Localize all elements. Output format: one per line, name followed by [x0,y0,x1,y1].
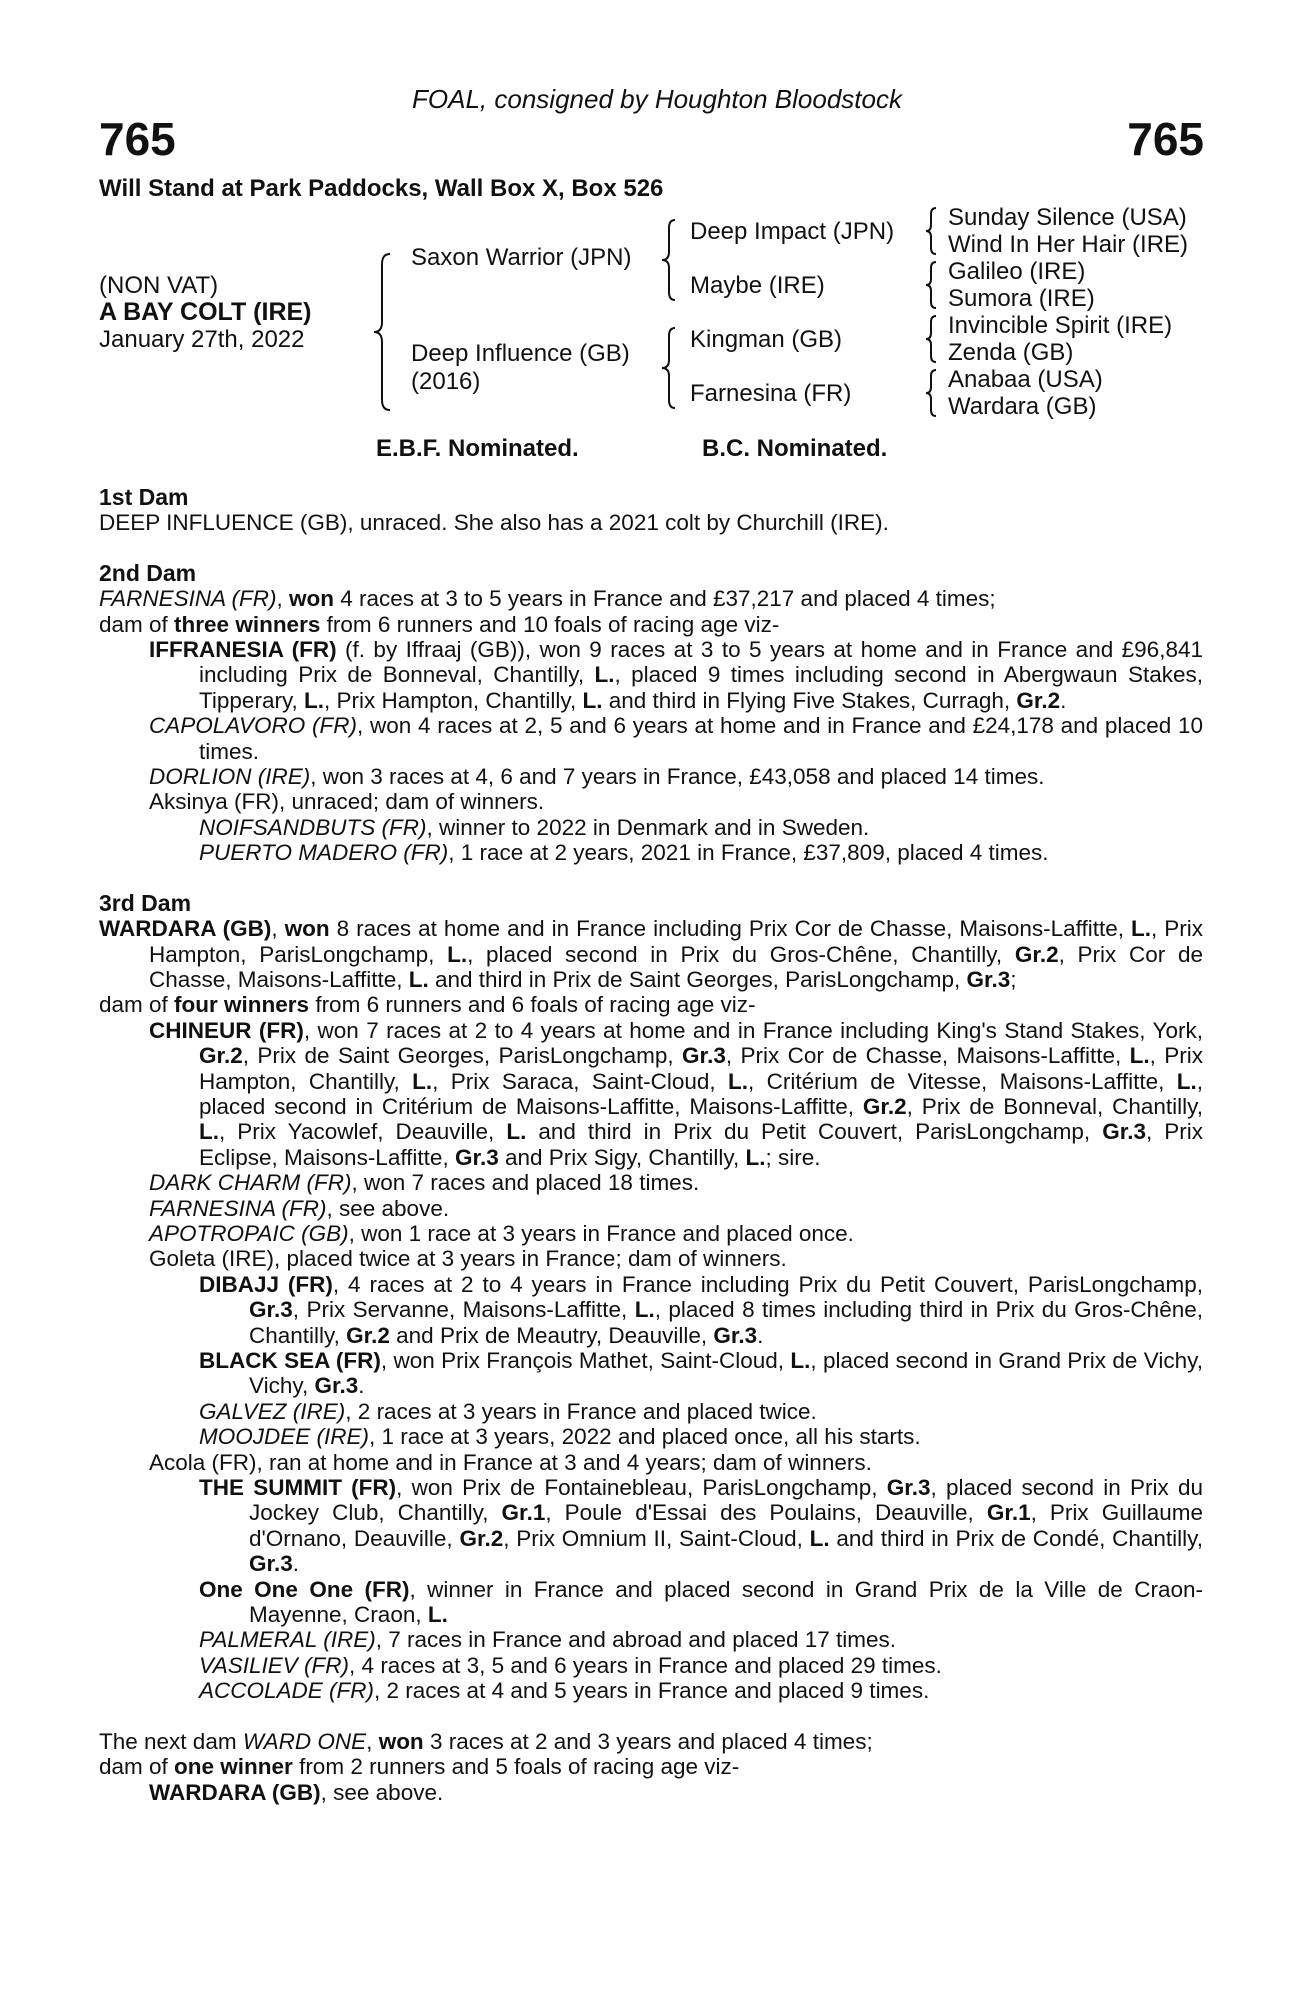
first-dam-text: DEEP INFLUENCE (GB), unraced. She also has a 2021 colt by Churchill (IRE). [99,510,889,536]
pedigree-brace-sd [924,260,940,310]
catalogue-body [99,485,1203,1805]
pedigree-ss: Deep Impact (JPN) [690,218,895,245]
pedigree-dsd: Zenda (GB) [948,339,1074,366]
pedigree-brace-dd [924,368,940,418]
lot-name: A BAY COLT (IRE) [99,298,312,326]
produce-entry: DARK CHARM (FR), won 7 races and placed 18 times. [149,1170,700,1196]
pedigree-ssd: Wind In Her Hair (IRE) [948,231,1189,258]
produce-entry: DORLION (IRE), won 3 races at 4, 6 and 7 years in France, £43,058 and placed 14 times. [149,764,1045,790]
produce-entry: PALMERAL (IRE), 7 races in France and abroad and placed 17 times. [199,1627,897,1653]
pedigree-dd: Farnesina (FR) [690,380,852,407]
pedigree-sire: Saxon Warrior (JPN) [411,244,632,271]
ebf-nomination: E.B.F. Nominated. [376,435,579,462]
next-dam-text: The next dam WARD ONE, won 3 races at 2 and 3 years and placed 4 times; [99,1728,873,1754]
pedigree-dam: Deep Influence (GB) [411,340,630,367]
next-dam-produce-summary: dam of one winner from 2 runners and 5 foals of racing age viz- [99,1754,740,1780]
foaling-date: January 27th, 2022 [99,326,305,353]
lot-number-right: 765 [1127,113,1204,165]
produce-entry: DIBAJJ (FR), 4 races at 2 to 4 years in France including Prix du Petit Couvert, ParisLongchamp, Gr.3, Prix Servanne, Maisons-Laffitte, L., placed 8 times including third in Prix du Gros-Chêne, Chantilly, Gr.2 and Prix de Meautry, Deauville, Gr.3. [199,1271,1203,1348]
stand-location: Will Stand at Park Paddocks, Wall Box X, Box 526 [99,175,664,202]
pedigree-dds: Anabaa (USA) [948,366,1103,393]
pedigree-sd: Maybe (IRE) [690,272,825,299]
produce-entry: ACCOLADE (FR), 2 races at 4 and 5 years in France and placed 9 times. [199,1678,930,1704]
produce-entry: GALVEZ (IRE), 2 races at 3 years in France and placed twice. [199,1398,817,1424]
third-dam-produce-summary: dam of four winners from 6 runners and 6 foals of racing age viz- [99,992,756,1018]
pedigree-ddd: Wardara (GB) [948,393,1097,420]
produce-entry: BLACK SEA (FR), won Prix François Mathet, Saint-Cloud, L., placed second in Grand Prix de Vichy, Vichy, Gr.3. [199,1348,1203,1399]
produce-entry: APOTROPAIC (GB), won 1 race at 3 years in France and placed once. [149,1220,854,1246]
pedigree-brace-dam [660,326,680,410]
produce-entry: CAPOLAVORO (FR), won 4 races at 2, 5 and 6 years at home and in France and £24,178 and placed 10 times. [149,713,1203,764]
produce-entry: PUERTO MADERO (FR), 1 race at 2 years, 2021 in France, £37,809, placed 4 times. [199,840,1049,866]
second-dam-text: FARNESINA (FR), won 4 races at 3 to 5 years in France and £37,217 and placed 4 times; [99,586,996,612]
produce-entry: MOOJDEE (IRE), 1 race at 3 years, 2022 and placed once, all his starts. [199,1424,921,1450]
produce-entry: VASILIEV (FR), 4 races at 3, 5 and 6 years in France and placed 29 times. [199,1652,942,1678]
produce-entry: CHINEUR (FR), won 7 races at 2 to 4 years at home and in France including King's Stand Stakes, York, Gr.2, Prix de Saint Georges, ParisLongchamp, Gr.3, Prix Cor de Chasse, Maisons-Laffitte, L., Prix Hampton, Chantilly, L., Prix Saraca, Saint-Cloud, L., Critérium de Vitesse, Maisons-Laffitte, L., placed second in Critérium de Maisons-Laffitte, Maisons-Laffitte, Gr.2, Prix de Bonneval, Chantilly, L., Prix Yacowlef, Deauville, L. and third in Prix du Petit Couvert, ParisLongchamp, Gr.3, Prix Eclipse, Maisons-Laffitte, Gr.3 and Prix Sigy, Chantilly, L.; sire. [149,1017,1203,1170]
pedigree-ds: Kingman (GB) [690,326,843,353]
pedigree-dam-year: (2016) [411,368,481,395]
pedigree-brace-ds [924,314,940,364]
pedigree-brace-main [372,252,396,412]
second-dam-heading: 2nd Dam [99,559,197,586]
vat-status: (NON VAT) [99,272,219,299]
produce-entry: One One One (FR), winner in France and placed second in Grand Prix de la Ville de Craon-Mayenne, Craon, L. [199,1576,1203,1628]
pedigree-sdd: Sumora (IRE) [948,285,1095,312]
produce-entry: WARDARA (GB), see above. [149,1779,444,1805]
third-dam-text: WARDARA (GB), won 8 races at home and in France including Prix Cor de Chasse, Maisons-Laffitte, L., Prix Hampton, ParisLongchamp, L., placed second in Prix du Gros-Chêne, Chantilly, Gr.2, Prix Cor de Chasse, Maisons-Laffitte, L. and third in Prix de Saint Georges, ParisLongchamp, Gr.3; [99,916,1203,992]
pedigree-brace-ss [924,206,940,256]
first-dam-heading: 1st Dam [99,484,189,510]
bc-nomination: B.C. Nominated. [702,435,888,462]
produce-entry: IFFRANESIA (FR) (f. by Iffraaj (GB)), won 9 races at 3 to 5 years at home and in France and £96,841 including Prix de Bonneval, Chantilly, L., placed 9 times including second in Abergwaun Stakes, Tipperary, L., Prix Hampton, Chantilly, L. and third in Flying Five Stakes, Curragh, Gr.2. [149,637,1203,713]
second-dam-produce-summary: dam of three winners from 6 runners and 10 foals of racing age viz- [99,611,780,637]
pedigree-dss: Invincible Spirit (IRE) [948,312,1173,339]
produce-entry: NOIFSANDBUTS (FR), winner to 2022 in Denmark and in Sweden. [199,814,870,840]
produce-entry: Goleta (IRE), placed twice at 3 years in France; dam of winners. [149,1246,787,1272]
produce-entry: Acola (FR), ran at home and in France at 3 and 4 years; dam of winners. [149,1449,872,1475]
produce-entry: FARNESINA (FR), see above. [149,1195,450,1221]
produce-entry: THE SUMMIT (FR), won Prix de Fontainebleau, ParisLongchamp, Gr.3, placed second in Prix du Jockey Club, Chantilly, Gr.1, Poule d'Essai des Poulains, Deauville, Gr.1, Prix Guillaume d'Ornano, Deauville, Gr.2, Prix Omnium II, Saint-Cloud, L. and third in Prix de Condé, Chantilly, Gr.3. [199,1475,1203,1577]
pedigree-sss: Sunday Silence (USA) [948,204,1187,231]
third-dam-heading: 3rd Dam [99,889,192,916]
pedigree-sds: Galileo (IRE) [948,258,1086,285]
produce-entry: Aksinya (FR), unraced; dam of winners. [149,789,545,815]
pedigree-brace-sire [660,218,680,302]
consignor-line: FOAL, consigned by Houghton Bloodstock [412,84,902,114]
lot-number-left: 765 [99,113,176,165]
